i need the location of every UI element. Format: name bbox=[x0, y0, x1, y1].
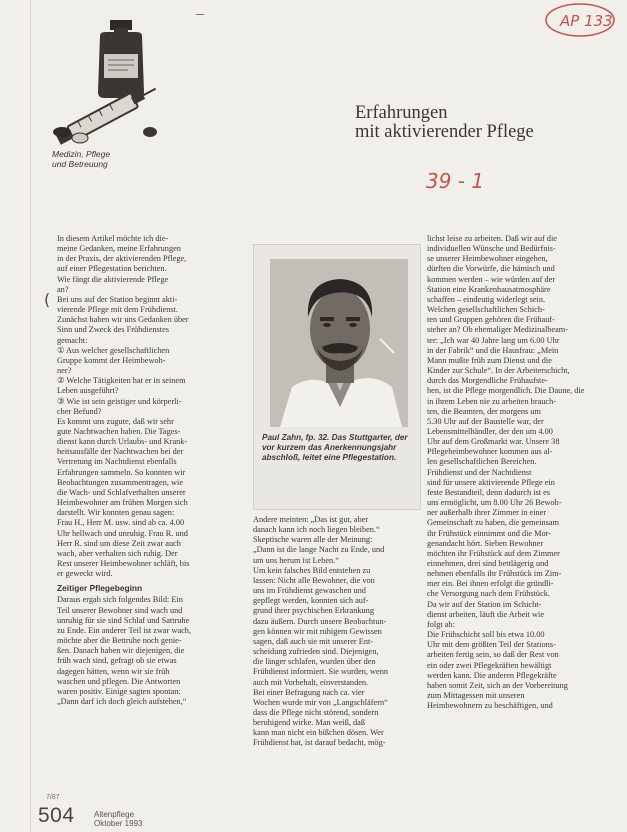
column3-line: Gemeinschaft zu haben, die gemeinsam bbox=[427, 518, 560, 528]
column1-line: Wie fängt die aktivierende Pflege bbox=[57, 274, 169, 284]
column1-line: Es kommt uns zugute, daß wir sehr bbox=[57, 416, 174, 426]
column1-line: an? bbox=[57, 284, 69, 294]
column3-line: individuellen Wünsche und Bedürfnis- bbox=[427, 244, 556, 254]
magazine-info bbox=[94, 810, 142, 828]
column3-line: in ihrem Leben nie zu arbeiten brauch- bbox=[427, 396, 557, 406]
column1-line: Erfahrungen sammeln. So konnten wir bbox=[57, 467, 186, 477]
column1-line: darstellt. Wir konnten genau sagen: bbox=[57, 508, 175, 518]
magazine-name: Altenpflege bbox=[94, 810, 135, 819]
section-caption-line1: Medizin, Pflege bbox=[52, 149, 111, 159]
column3-line: Welchen gesellschaftlichen Schich- bbox=[427, 305, 545, 315]
column3-line: se unserer Heimbewohner eingehen, bbox=[427, 254, 548, 264]
section-caption-line2: und Betreuung bbox=[52, 159, 108, 169]
column1-part2-line: Daraus ergab sich folgendes Bild: Ein bbox=[57, 595, 183, 605]
photo-caption: Paul Zahn, fp. 32. Das Stuttgarter, der vor kurzem das Anerkennungsjahr abschloß, leitet eine Pflegestation. bbox=[262, 433, 408, 463]
column3-line: lichst leise zu arbeiten. Daß wir auf die bbox=[427, 234, 557, 243]
column1-line: ② Welche Tätigkeiten hat er in seinem bbox=[57, 376, 186, 386]
column1-line: Zunächst haben wir uns Gedanken über bbox=[57, 315, 189, 325]
column3-line: einnehmen, drei sind bettlägerig und bbox=[427, 559, 549, 568]
column3-line: Da wir auf der Station im Schicht- bbox=[427, 599, 542, 609]
column3-line: ein oder zwei Pflegekräften bewältigt bbox=[427, 660, 552, 670]
column1-part2-line: Teil unserer Bewohner sind wach und bbox=[57, 605, 183, 615]
medicine-illustration bbox=[48, 14, 164, 146]
column2-line: Frühdienst hat, ist darauf bedacht, mög- bbox=[253, 738, 386, 748]
article-title bbox=[355, 104, 605, 142]
column3-line: durch das Morgendliche Frühaufste- bbox=[427, 376, 548, 386]
column2-line: uns im Frühdienst gewaschen und bbox=[253, 586, 366, 596]
column3-line: che Versorgung nach dem Frühstück. bbox=[427, 589, 550, 599]
column1-part2-line: möchte aber die Bettruhe noch genie- bbox=[57, 636, 182, 646]
column1-part2-line: waren positiv. Einige sagten spontan: bbox=[57, 686, 181, 696]
column1-part2-line: früh wach sind, gefragt ob sie etwas bbox=[57, 656, 177, 666]
column1-line: ③ Wie ist sein geistiger und körperli- bbox=[57, 396, 182, 406]
column1-part2-line: „Dann darf ich doch gleich aufstehen,“ bbox=[57, 697, 187, 707]
column2-line: kann man nicht ein bißchen dösen. Wer bbox=[253, 728, 384, 738]
title-line2: mit aktivierender Pflege bbox=[355, 122, 534, 142]
handwritten-number-text: 39 - 1 bbox=[426, 169, 484, 193]
column3-line: haben somit Zeit, sich an der Vorbereitung bbox=[427, 680, 568, 690]
column3-line: Uhr auf dem Großmarkt war. Unsere 38 bbox=[427, 437, 560, 447]
column3-line: ten und Gruppen gehören die Frühauf- bbox=[427, 315, 555, 325]
column1-line: Gruppe kommt der Heimbewoh- bbox=[57, 355, 166, 365]
column3-line: Pflegeheimbewohner kommen aus al- bbox=[427, 447, 553, 457]
column3-line: sind für unsere aktivierende Pflege ein bbox=[427, 477, 555, 487]
column3-line: dienst arbeiten, läuft die Arbeit wie bbox=[427, 609, 545, 619]
column2-line: Frühdienst informiert. Sie wurden, wenn bbox=[253, 667, 389, 677]
column2-line: lassen: Nicht alle Bewohner, die von bbox=[253, 575, 375, 585]
article-column-1 bbox=[57, 234, 238, 804]
column3-line: Mann mußte früh zum Dienst und die bbox=[427, 355, 552, 365]
column3-line: len gesellschaftlichen Bereichen. bbox=[427, 457, 537, 467]
column3-line: nehmen ebenfalls ihr Frühstück im Zim- bbox=[427, 569, 562, 579]
column1-line: Sinn und Zweck des Frühdienstes bbox=[57, 325, 169, 335]
column2-line: Andere meinten: „Das ist gut, aber bbox=[253, 515, 369, 524]
column3-line: feste Bestandteil, denn dadurch ist es bbox=[427, 487, 551, 497]
column1-part2-line: unruhig für sie sind Schlaf und Sattruhe bbox=[57, 615, 190, 625]
column1-part2-line: zu Ende. Ein anderer Teil ist zwar wach, bbox=[57, 625, 192, 635]
column2-line: Bei einer Befragung nach ca. vier bbox=[253, 687, 365, 697]
column1-line: er geweckt wird. bbox=[57, 569, 113, 579]
column1-line: ner? bbox=[57, 366, 72, 376]
stamp-text: AP 133 bbox=[560, 12, 613, 30]
margin-bracket: ( bbox=[44, 290, 51, 309]
column2-line: Skeptische waren alle der Meinung: bbox=[253, 535, 373, 545]
column2-line: gen können wir mit ruhigem Gewissen bbox=[253, 626, 382, 636]
column1-line: auf einer Pflegestation berichten. bbox=[57, 264, 167, 274]
column2-line: sagen, daß auch sie mit unserer Ent- bbox=[253, 636, 374, 646]
column1-line: in der Praxis, der aktivierenden Pflege, bbox=[57, 254, 187, 264]
archive-stamp bbox=[538, 0, 618, 42]
column2-line: Um kein falsches Bild entstehen zu bbox=[253, 565, 371, 575]
column3-line: zum Mittagessen mit unseren bbox=[427, 691, 525, 701]
column1-line: ① Aus welcher gesellschaftlichen bbox=[57, 345, 170, 355]
column2-line: die länger schlafen, wurden über den bbox=[253, 657, 376, 667]
column1-line: gute Nachtwachen haben. Die Tages- bbox=[57, 426, 181, 436]
column1-line: die Wach- und Schlafverhalten unserer bbox=[57, 487, 186, 497]
crop-mark bbox=[196, 14, 204, 15]
author-photo bbox=[270, 259, 408, 427]
folio-small: 7/87 bbox=[46, 794, 60, 801]
column1-line: cher Befund? bbox=[57, 406, 102, 416]
magazine-issue: Oktober 1993 bbox=[94, 819, 143, 828]
column2-line: dass die Pflege nicht störend, sondern bbox=[253, 707, 379, 717]
column3-line: Heimbewohnern zu beschäftigen, und bbox=[427, 701, 553, 711]
column3-line: in der Fabrik“ und die Hausfrau: „Mein bbox=[427, 345, 559, 355]
column1-line: Heimbewohner am frühen Morgen sich bbox=[57, 498, 188, 508]
column1-line: wach, aber verhalten sich ruhig. Der bbox=[57, 548, 178, 558]
author-photo-frame bbox=[253, 244, 421, 510]
column1-line: Bei uns auf der Station beginnt akti- bbox=[57, 294, 178, 304]
page-footer bbox=[34, 794, 264, 832]
subheading: Zeitiger Pflegebeginn bbox=[57, 583, 143, 594]
column3-line: ter: „Ich war 40 Jahre lang um 6.00 Uhr bbox=[427, 335, 560, 345]
column1-line: meine Gedanken, meine Erfahrungen bbox=[57, 244, 181, 254]
column1-line: Herr R. sind um diese Zeit zwar auch bbox=[57, 538, 181, 548]
column3-line: möchten ihr Frühstück auf dem Zimmer bbox=[427, 548, 560, 558]
column1-part2-line: dagegen hätten, wenn wir sie früh bbox=[57, 666, 170, 676]
column3-line: uns ermöglicht, um 8.00 Uhr 26 Bewoh- bbox=[427, 498, 562, 508]
column3-line: Uhr mit dem größten Teil der Stations- bbox=[427, 640, 556, 650]
column3-line: ner außerhalb ihrer Zimmer in einer bbox=[427, 508, 547, 518]
column3-line: werden kann. Die anderen Pflegekräfte bbox=[427, 670, 557, 680]
column3-line: kommen werden – wie würden auf der bbox=[427, 274, 556, 284]
column1-line: Uhr hellwach und unruhig. Frau R. und bbox=[57, 528, 188, 538]
column3-line: hen, ist die Pflege morgendlich. Die Daune, die bbox=[427, 386, 585, 396]
column1-line: heitsausfälle der Nachtwachen bei der bbox=[57, 447, 184, 457]
column3-line: folgt ab: bbox=[427, 619, 455, 629]
column2-line: scheidung zufrieden sind. Diejenigen, bbox=[253, 647, 379, 657]
column1-line: Beobachtungen zusammentragen, wie bbox=[57, 477, 184, 487]
section-caption bbox=[52, 149, 172, 169]
column3-line: mer ein. Bei ihnen erfolgt die gründli- bbox=[427, 579, 554, 589]
column2-line: beruhigend wirke. Man weiß, daß bbox=[253, 718, 365, 728]
column1-line: gemacht: bbox=[57, 335, 88, 345]
column2-line: dazu äußern. Durch unsere Beobachtun- bbox=[253, 616, 387, 626]
column2-line: danach kann ich noch liegen bleiben.“ bbox=[253, 525, 380, 535]
column1-line: dienst kann durch Urlaubs- und Krank- bbox=[57, 437, 188, 447]
column3-line: Frühdienst und der Nachtdienst bbox=[427, 467, 532, 477]
column3-line: Kinder zur Schule“. In der Arbeiterschicht, bbox=[427, 366, 570, 376]
column3-line: genandacht hört. Sieben Bewohner bbox=[427, 538, 544, 548]
column1-line: vierende Pflege mit dem Frühdienst. bbox=[57, 305, 178, 315]
column3-line: ten, die Beamten, der morgens um bbox=[427, 406, 541, 416]
column1-line: Vertretung im Nachtdienst ebenfalls bbox=[57, 457, 177, 467]
article-column-2 bbox=[253, 515, 423, 815]
column3-line: dürften die Vorwürfe, die hämisch und bbox=[427, 264, 555, 274]
column1-part2-line: waschen und pflegen. Die Antworten bbox=[57, 676, 181, 686]
page-number: 504 bbox=[38, 804, 75, 827]
column2-line: gepflegt werden, konnten sich auf- bbox=[253, 596, 369, 606]
title-line1: Erfahrungen bbox=[355, 103, 448, 123]
column3-line: schaffen – eindeutig widerlegt sein. bbox=[427, 294, 546, 304]
article-column-3 bbox=[427, 234, 604, 824]
column3-line: ihr Frühstück einnimmt und die Mor- bbox=[427, 528, 552, 538]
column1-line: Rest unserer Heimbewohner schläft, bis bbox=[57, 559, 190, 568]
column3-line: arbeiten fertig sein, so daß der Rest von bbox=[427, 650, 559, 660]
column1-part2-line: ßen. Danach haben wir diejenigen, die bbox=[57, 646, 185, 656]
column2-line: „Dann ist die lange Nacht zu Ende, und bbox=[253, 545, 385, 555]
column3-line: Station eine Krankenhausatmosphäre bbox=[427, 284, 551, 294]
column3-line: 5.30 Uhr auf der Baustelle war, der bbox=[427, 416, 544, 426]
column2-line: grund ihrer psychischen Erkrankung bbox=[253, 606, 374, 616]
column2-line: Wochen wurde mir von „Langschläfern“ bbox=[253, 697, 388, 707]
handwritten-number bbox=[424, 162, 484, 202]
column1-line: Frau H., Herr M. usw. sind ab ca. 4.00 bbox=[57, 518, 185, 528]
column2-line: um uns herum ist Leben.“ bbox=[253, 555, 339, 565]
column1-line: In diesem Artikel möchte ich die- bbox=[57, 234, 169, 243]
column3-line: Die Frühschicht soll bis etwa 10.00 bbox=[427, 630, 545, 640]
column1-line: Leben ausgeführt? bbox=[57, 386, 119, 396]
page-edge bbox=[30, 0, 31, 832]
column3-line: Lebensmittelhändler, der den um 4.00 bbox=[427, 426, 553, 436]
column2-line: auch mit Vorbehalt, einverstanden. bbox=[253, 677, 369, 687]
column3-line: steher an? Ob ehemaliger Medizinalbeam- bbox=[427, 325, 568, 335]
